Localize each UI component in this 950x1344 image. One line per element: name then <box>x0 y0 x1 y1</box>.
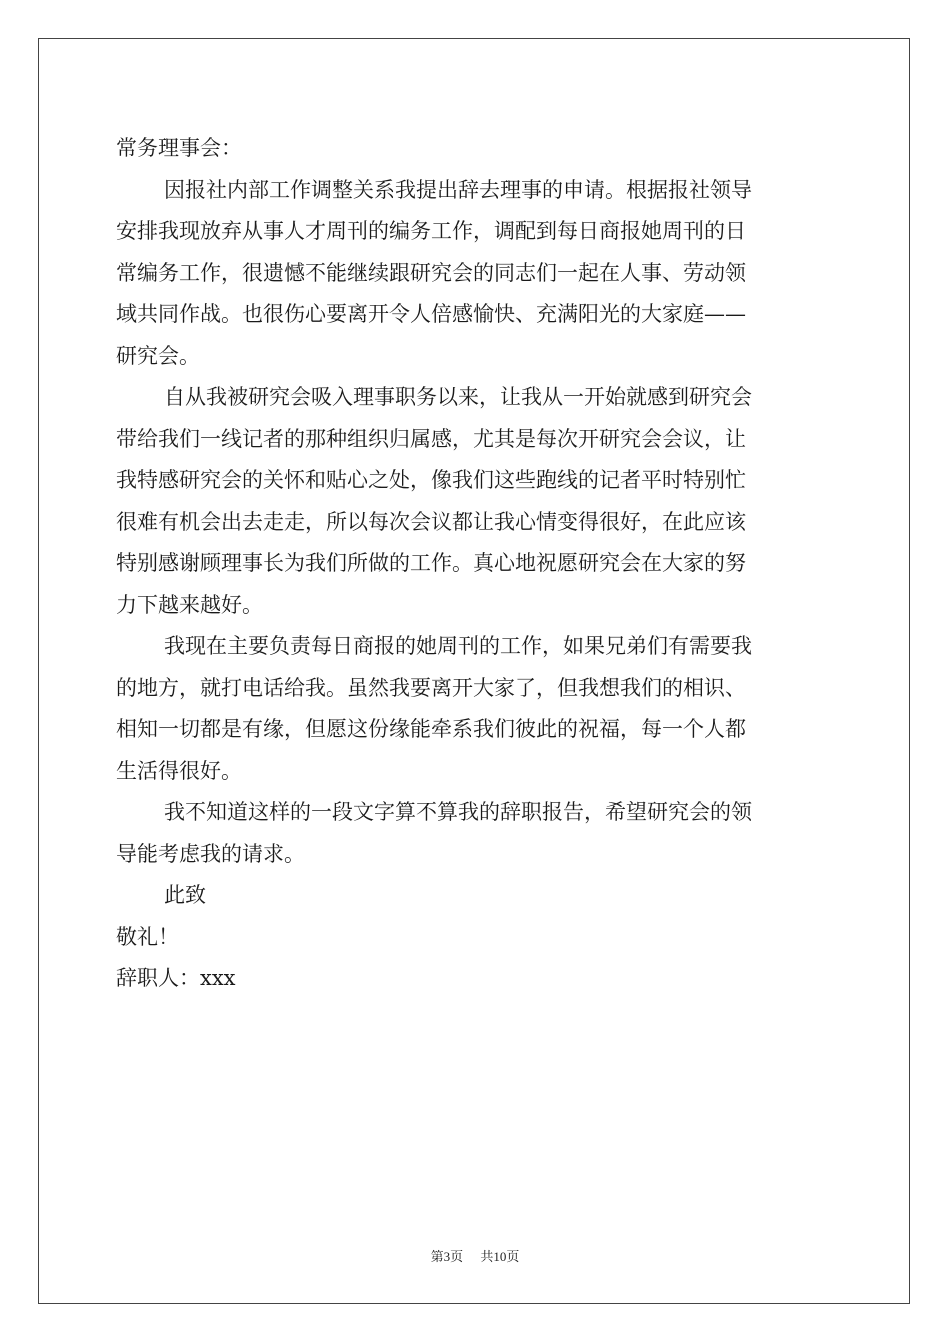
text-line: 自从我被研究会吸入理事职务以来，让我从一开始就感到研究会 <box>164 385 752 409</box>
text-line: 我特感研究会的关怀和贴心之处，像我们这些跑线的记者平时特别忙 <box>116 468 746 492</box>
text-line: 常务理事会： <box>116 136 242 160</box>
text-line: 我不知道这样的一段文字算不算我的辞职报告，希望研究会的领 <box>164 800 752 824</box>
text-line: 带给我们一线记者的那种组织归属感，尤其是每次开研究会会议，让 <box>116 426 746 451</box>
page-number: 第3页 <box>430 1249 464 1264</box>
text-line: 特别感谢顾理事长为我们所做的工作。真心地祝愿研究会在大家的努 <box>116 551 746 575</box>
text-line: 辞职人：xxx <box>116 966 236 990</box>
letter-body <box>116 128 834 1000</box>
page-total: 共10页 <box>480 1249 520 1264</box>
text-line: 我现在主要负责每日商报的她周刊的工作，如果兄弟们有需要我 <box>164 634 752 658</box>
text-line: 安排我现放弃从事人才周刊的编务工作，调配到每日商报她周刊的日 <box>116 219 746 243</box>
text-line: 域共同作战。也很伤心要离开令人倍感愉快、充满阳光的大家庭—— <box>116 302 746 326</box>
text-line: 研究会。 <box>116 343 200 368</box>
page-footer <box>0 1246 950 1265</box>
text-line: 力下越来越好。 <box>116 592 263 617</box>
text-line: 此致 <box>164 883 206 907</box>
text-line: 的地方，就打电话给我。虽然我要离开大家了，但我想我们的相识、 <box>116 675 746 700</box>
text-line: 相知一切都是有缘，但愿这份缘能牵系我们彼此的祝福，每一个人都 <box>116 717 746 741</box>
text-line: 很难有机会出去走走，所以每次会议都让我心情变得很好，在此应该 <box>116 509 746 534</box>
text-line: 敬礼！ <box>116 924 179 949</box>
text-line: 因报社内部工作调整关系我提出辞去理事的申请。根据报社领导 <box>164 177 752 202</box>
text-line: 导能考虑我的请求。 <box>116 841 305 866</box>
text-line: 生活得很好。 <box>116 758 242 783</box>
text-line: 常编务工作，很遗憾不能继续跟研究会的同志们一起在人事、劳动领 <box>116 260 746 285</box>
